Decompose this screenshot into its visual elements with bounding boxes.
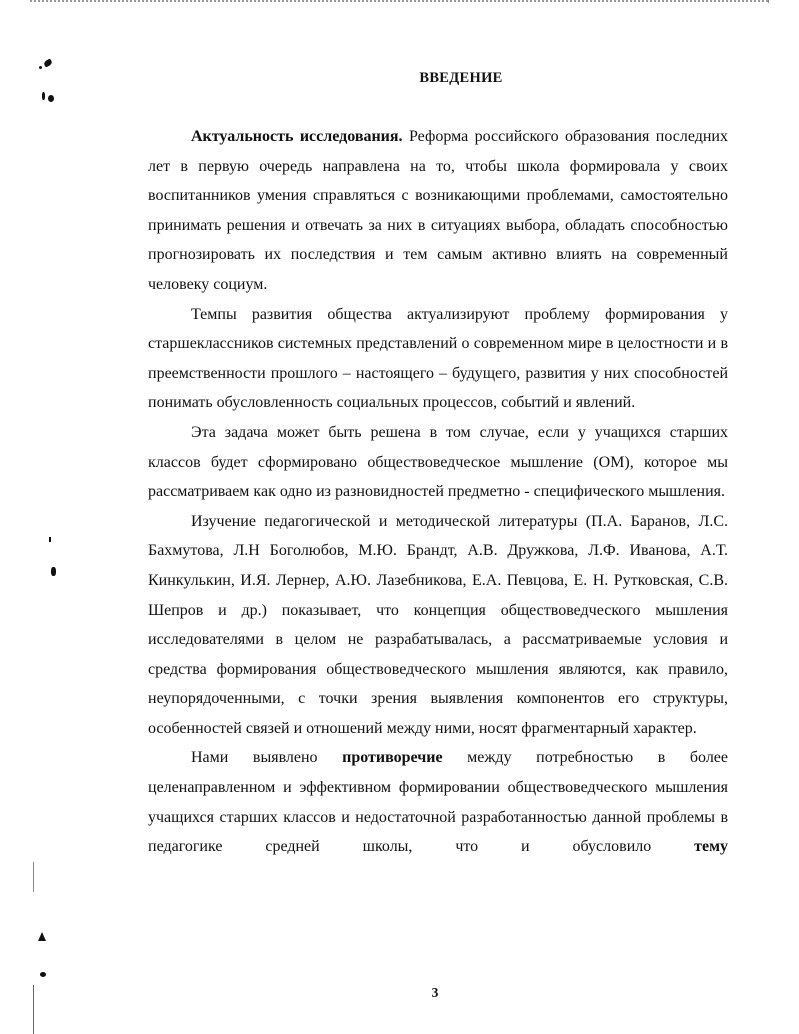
paragraph — [148, 743, 728, 861]
scan-mark — [38, 932, 46, 941]
scan-mark — [49, 537, 51, 542]
bold-term: тему — [694, 838, 728, 856]
paragraph-text: Нами выявлено — [191, 749, 343, 767]
paragraph: Изучение педагогической и методической литературы (П.А. Баранов, Л.С. Бахмутова, Л.Н Боголюбов, М.Ю. Брандт, А.В. Дружкова, Л.Ф. Иванова, А.Т. Кинкулькин, И.Я. Лернер, А.Ю. Лазебникова, Е.А. Певцова, Е. Н. Рутковская, С.В. Шепров и др.) показывает, что концепция обществоведческого мышления исследователями в целом не разрабатывалась, а рассматриваемые условия и средства формирования обществоведческого мышления являются, как правило, неупорядоченными, с точки зрения выявления компонентов его структуры, особенностей связей и отношений между ними, носят фрагментарный характер. — [148, 512, 728, 737]
scan-mark — [43, 58, 53, 67]
paragraph-text: Реформа российского образования последних лет в первую очередь направлена на то, чтобы школа формировала у своих воспитанников умения справляться с возникающими проблемами, самостоятельно принимать решения и отвечать за них в ситуациях выбора, обладать способностью прогнозировать их последствия и тем самым активно влиять на современный человеку социум. — [148, 128, 728, 293]
scan-mark — [40, 972, 46, 977]
scan-mark — [48, 95, 54, 102]
bold-lead: Актуальность исследования. — [191, 128, 403, 145]
bold-term: противоречие — [342, 749, 443, 767]
scan-mark — [51, 567, 56, 576]
scan-mark — [33, 862, 34, 892]
scan-mark — [39, 66, 42, 69]
paragraph: Эта задача может быть решена в том случае, если у учащихся старших классов будет сформировано обществоведческое мышление (ОМ), которое мы рассматриваем как одно из разновидностей предметно - специфического мышления. — [148, 423, 728, 501]
paragraph — [148, 122, 728, 300]
document-title: ВВЕДЕНИЕ — [419, 70, 503, 86]
paragraph: Темпы развития общества актуализируют проблему формирования у старшеклассников системных представлений о современном мире в целостности и в преемственности прошлого – настоящего – будущего, развития у них способностей понимать обусловленность социальных процессов, событий и явлений. — [148, 305, 728, 412]
scan-right-edge — [768, 0, 769, 3]
document-body — [148, 122, 728, 862]
page-number: 3 — [431, 985, 439, 1000]
scan-top-edge — [30, 0, 768, 5]
paragraph-text: между потребностью в более целенаправленном и эффективном формировании обществоведческого мышления учащихся старших классов и недостаточной разработанностью данной проблемы в педагогике средней школы, что и обусловило — [148, 749, 729, 856]
scan-mark — [42, 92, 45, 100]
